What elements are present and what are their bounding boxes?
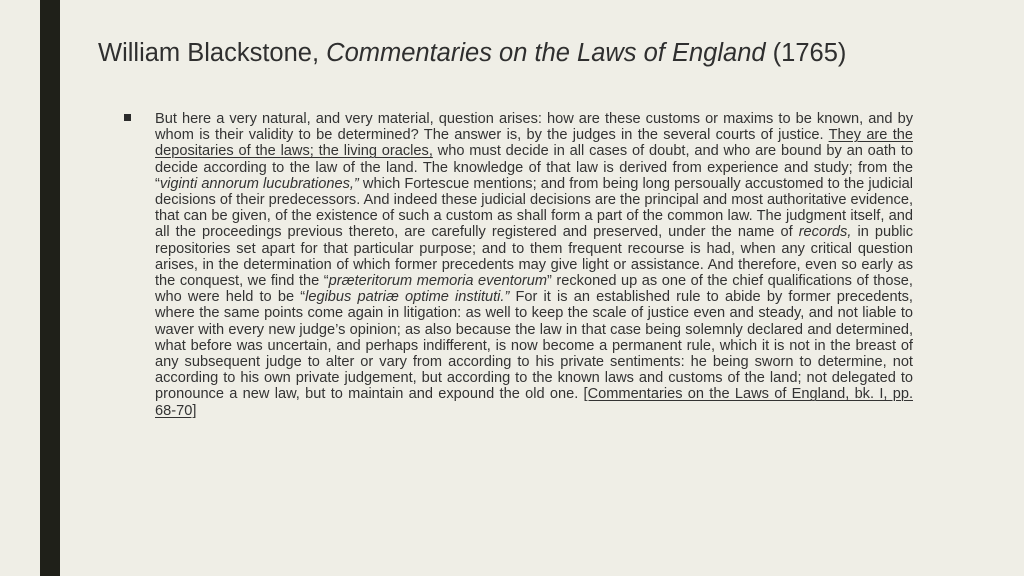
italic-phrase: records, <box>798 224 852 241</box>
italic-phrase: viginti annorum lucubrationes,” <box>159 175 359 192</box>
title-author: William Blackstone, <box>98 39 327 67</box>
italic-phrase: præteritorum memoria eventorum <box>328 273 547 290</box>
quote-segment: ” reckoned up as one of the chief qualifications of those, who were held to be “ <box>155 273 913 306</box>
title-work: Commentaries on the Laws of England <box>326 39 766 67</box>
quote-segment: who must decide in all cases of doubt, and who are bound by an oath to decide according to the law of the land. The knowledge of that law is derived from experience and study; from the “ <box>155 143 913 192</box>
quote-segment: For it is an established rule to abide by former precedents, where the same points come again in litigation: as well to keep the scale of justice even and steady, and not liable to waver with every new judge’s opinion; as also because the law in that case being solemnly declared and determined, what before was uncertain, and perhaps indifferent, is now become a permanent rule, which it is not in the breast of any subsequent judge to alter or vary from according to his private sentiments: he being sworn to determine, not according to his own private judgement, but according to the known laws and customs of the land; not delegated to pronounce a new law, but to maintain and expound the old one. <box>155 289 913 403</box>
left-accent-bar <box>40 0 60 576</box>
quote-segment: But here a very natural, and very material, question arises: how are these customs or maxims to be known, and by whom is their validity to be determined? The answer is, by the judges in the several courts of justice. <box>155 111 913 144</box>
slide-title <box>98 34 978 72</box>
underlined-phrase: They are the depositaries of the laws; the living oracles, <box>155 127 913 160</box>
italic-phrase: legibus patriæ optime instituti.” <box>305 289 510 306</box>
quote-segment: in public repositories set apart for that particular purpose; and to them frequent recourse is had, when any critical question arises, in the determination of which former precedents may give light or assistance. And therefore, even so early as the conquest, we find the “ <box>155 224 913 290</box>
square-bullet-icon <box>124 114 131 121</box>
citation: [Commentaries on the Laws of England, bk. I, pp. 68-70] <box>155 386 913 419</box>
quote-segment: which Fortescue mentions; and from being long persoually accustomed to the judicial decisions of their predecessors. And indeed these judicial decisions are the principal and most authoritative evidence, that can be given, of the existence of such a custom as shall form a part of the common law. The judgment itself, and all the proceedings previous thereto, are carefully registered and preserved, under the name of <box>155 175 913 241</box>
quote-body <box>155 111 913 419</box>
title-year: (1765) <box>765 39 847 67</box>
